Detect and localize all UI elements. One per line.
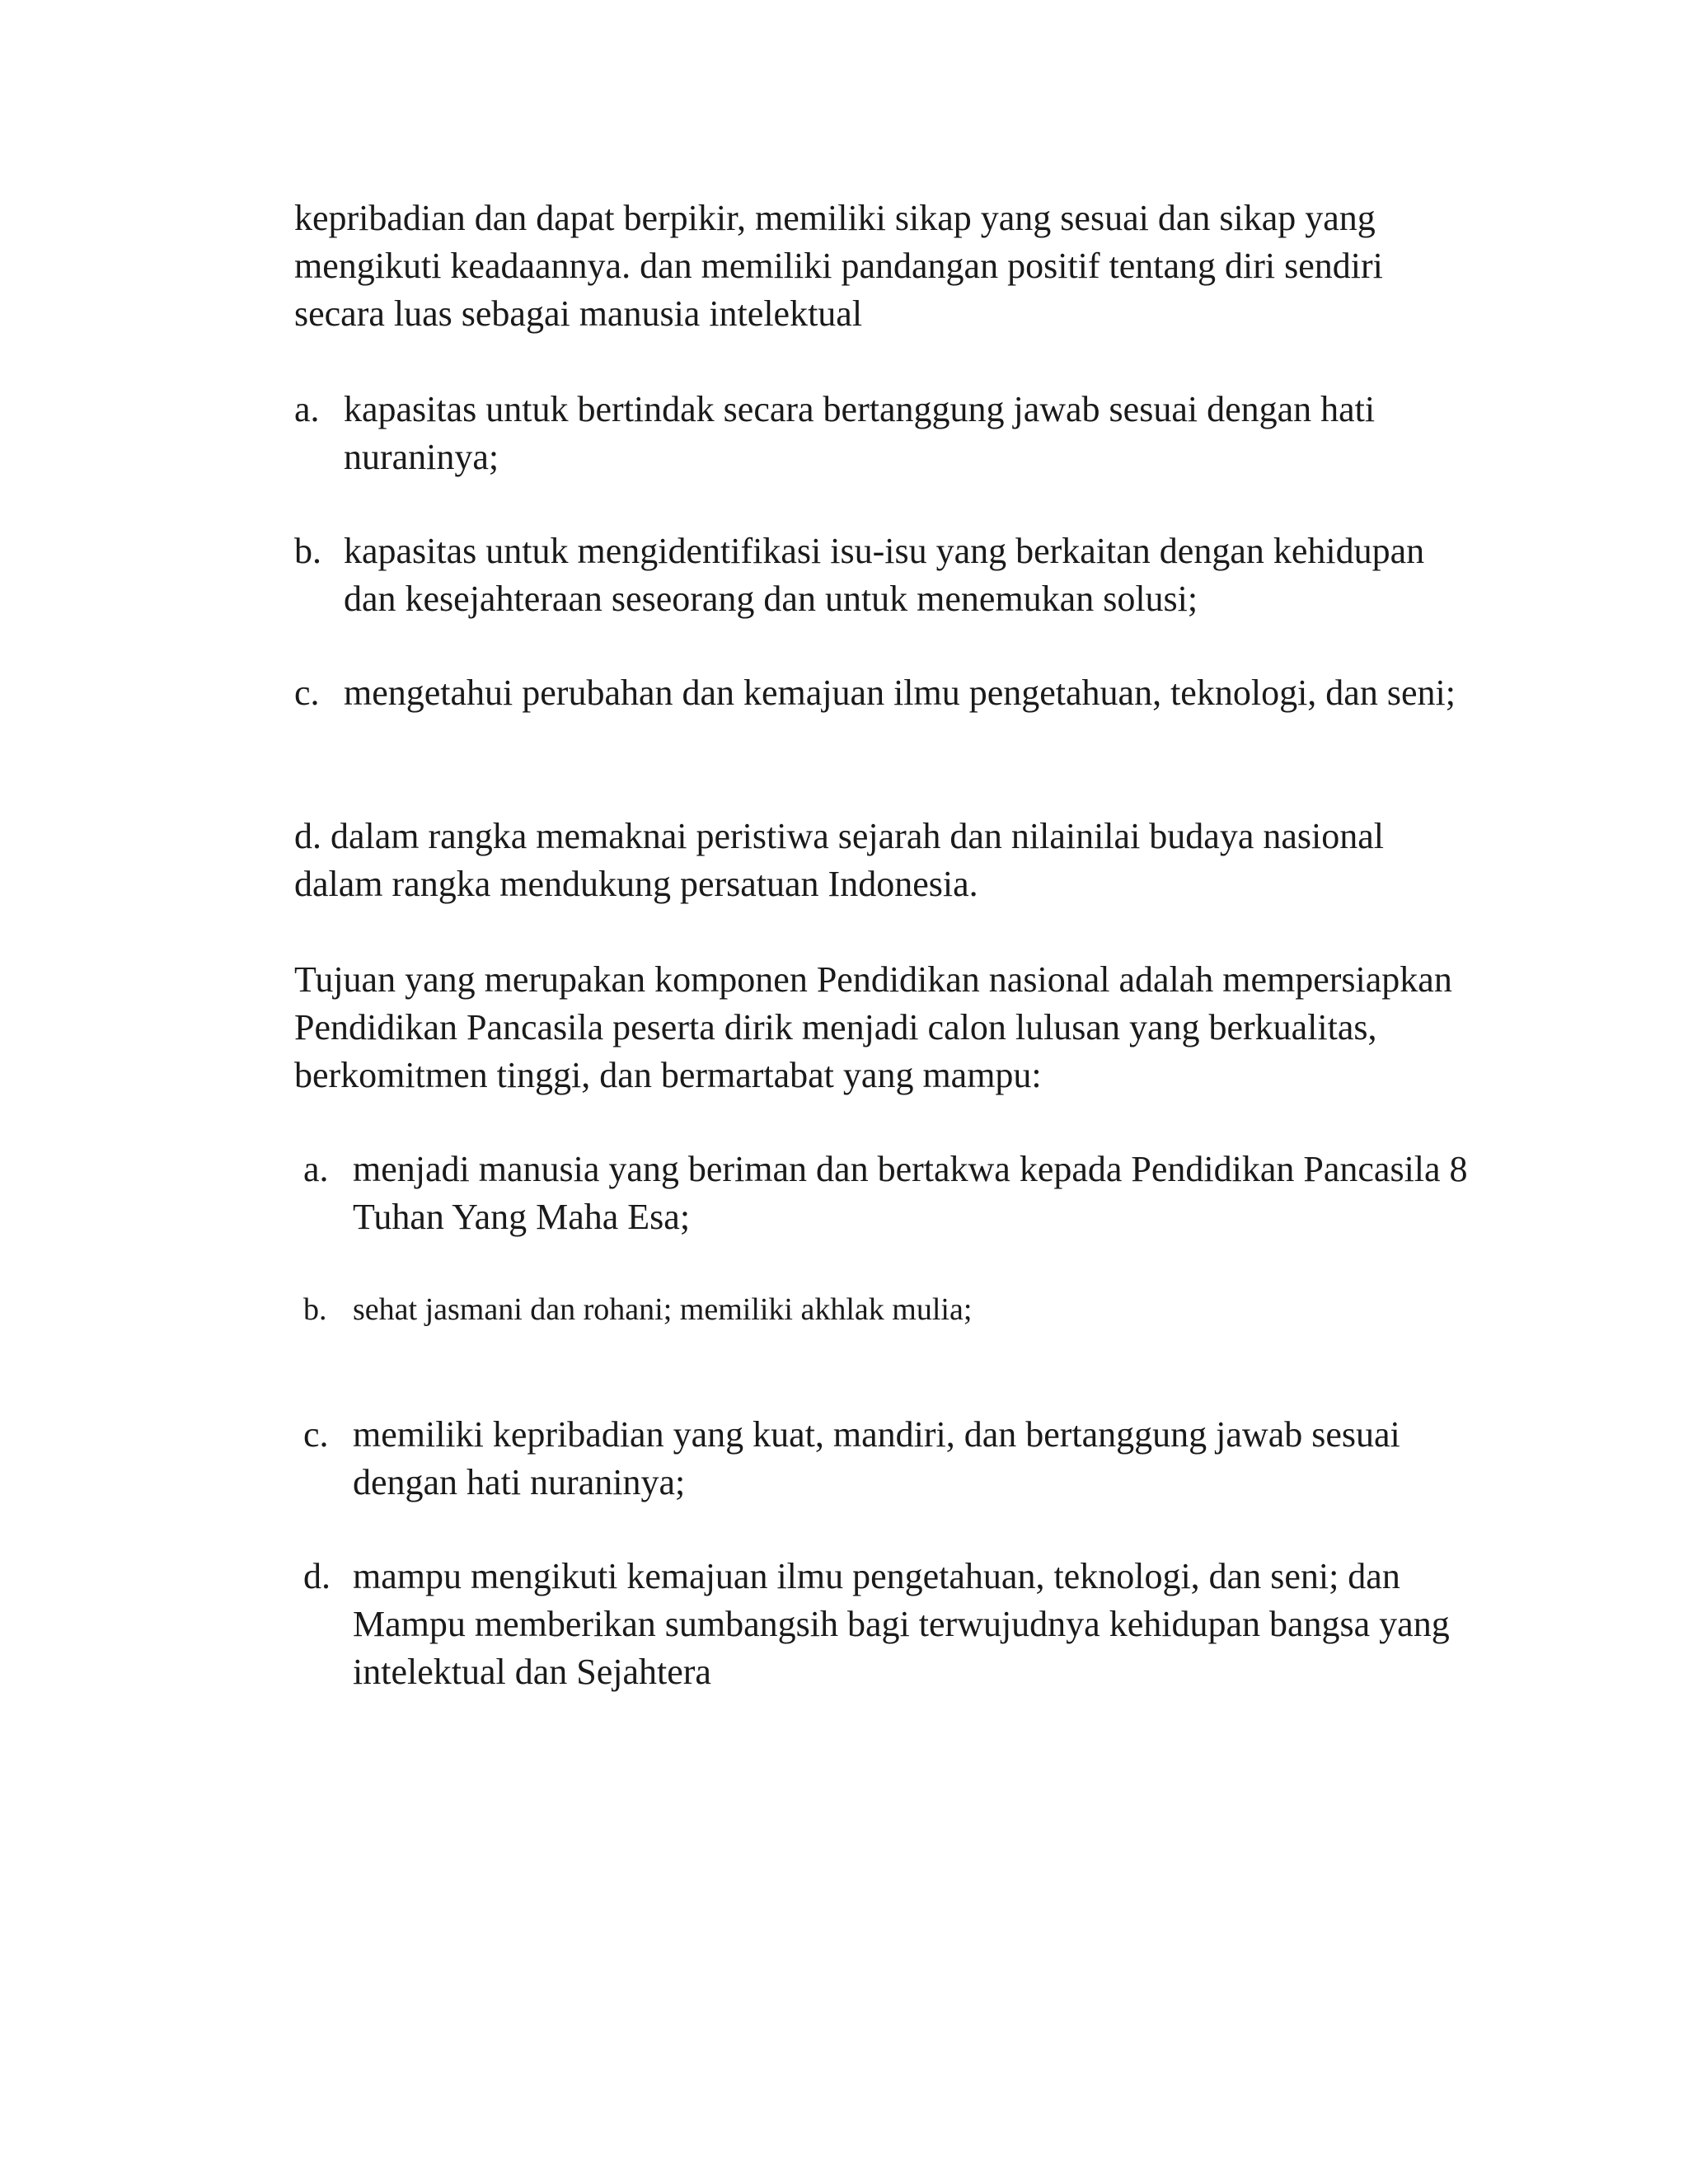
list-marker: c.: [294, 673, 320, 713]
list-item-a: [294, 386, 1465, 481]
list-item-b: [294, 527, 1465, 623]
list-item-text: kapasitas untuk mengidentifikasi isu-isu yang berkaitan dengan kehidupan dan kesejahteraan seseorang dan untuk menemukan solusi;: [344, 531, 1425, 619]
list-item-text: sehat jasmani dan rohani; memiliki akhlak mulia;: [353, 1292, 973, 1327]
list-marker: b.: [294, 531, 321, 571]
goal-item-c: [303, 1411, 1474, 1507]
point-d-paragraph: d. dalam rangka memaknai peristiwa sejarah dan nilainilai budaya nasional dalam rangka mendukung persatuan Indonesia.: [294, 816, 1384, 904]
list-marker: d.: [303, 1556, 331, 1596]
list-marker: a.: [303, 1149, 329, 1189]
list-item-text: mengetahui perubahan dan kemajuan ilmu pengetahuan, teknologi, dan seni;: [344, 673, 1456, 713]
list-item-text: memiliki kepribadian yang kuat, mandiri, dan bertanggung jawab sesuai dengan hati nuraninya;: [353, 1414, 1400, 1502]
list-marker: a.: [294, 389, 320, 429]
list-marker: b.: [303, 1292, 327, 1327]
list-item-text: kapasitas untuk bertindak secara bertanggung jawab sesuai dengan hati nuraninya;: [344, 389, 1376, 477]
intro-paragraph: kepribadian dan dapat berpikir, memiliki sikap yang sesuai dan sikap yang mengikuti keadaannya. dan memiliki pandangan positif tentang diri sendiri secara luas sebagai manusia intelektual: [294, 198, 1383, 334]
goal-item-d: [303, 1553, 1474, 1696]
goal-item-a: [303, 1146, 1474, 1241]
list-item-text: menjadi manusia yang beriman dan bertakwa kepada Pendidikan Pancasila 8 Tuhan Yang Maha Esa;: [353, 1149, 1468, 1237]
goal-paragraph: Tujuan yang merupakan komponen Pendidikan nasional adalah mempersiapkan Pendidikan Pancasila peserta dirik menjadi calon lulusan yang berkualitas, berkomitmen tinggi, dan bermartabat yang mampu:: [294, 959, 1452, 1095]
goal-item-b: [303, 1289, 1474, 1330]
list-marker: c.: [303, 1414, 329, 1455]
list-item-text: mampu mengikuti kemajuan ilmu pengetahuan, teknologi, dan seni; dan Mampu memberikan sumbangsih bagi terwujudnya kehidupan bangsa yang intelektual dan Sejahtera: [353, 1556, 1450, 1692]
list-item-c: [294, 669, 1465, 717]
